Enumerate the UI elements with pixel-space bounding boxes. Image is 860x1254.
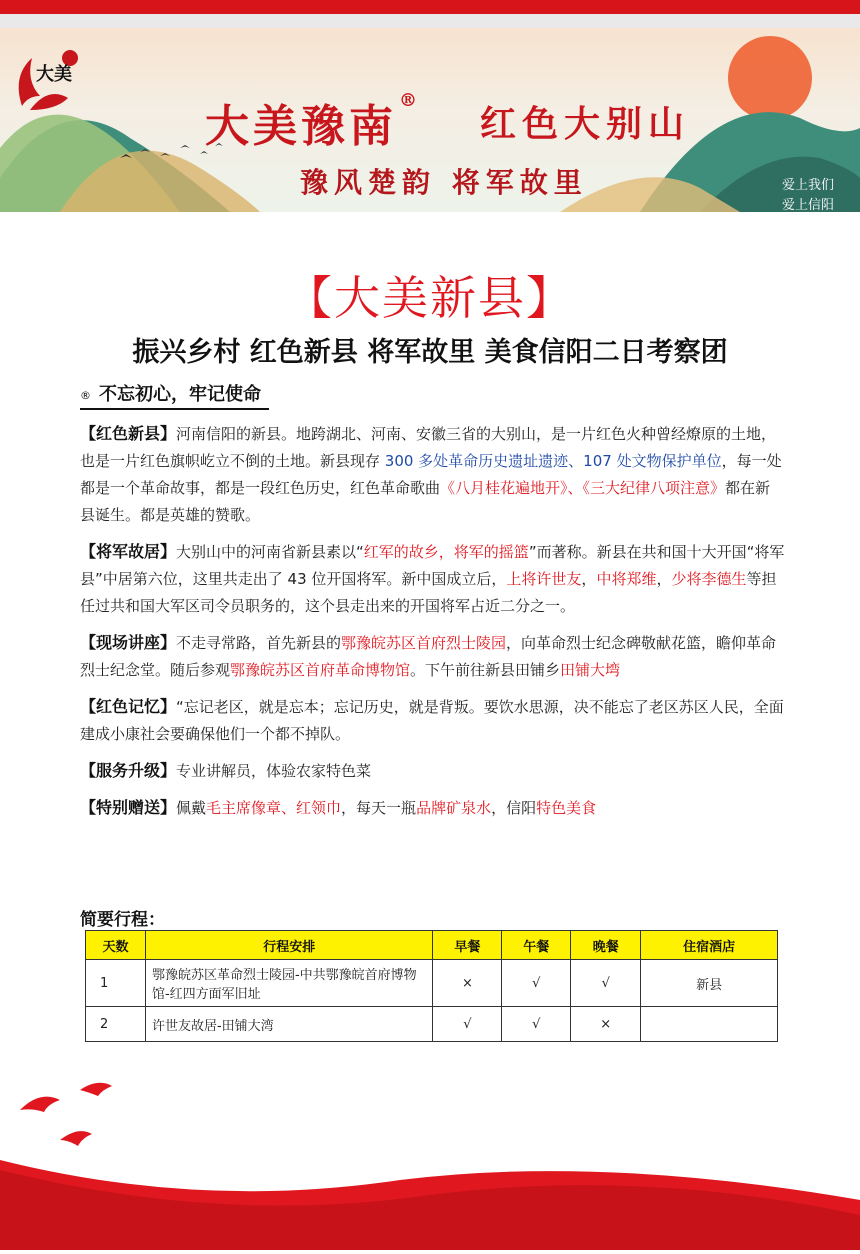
footer-decoration — [0, 1060, 860, 1250]
itinerary-title: 简要行程： — [80, 910, 165, 930]
highlight-text: 鄂豫皖苏区首府烈士陵园 — [341, 634, 507, 652]
dove-icon — [20, 1083, 112, 1146]
table-cell: √ — [502, 960, 571, 1007]
body-text: ，每天一瓶 — [341, 799, 417, 817]
highlight-text: 中将郑维 — [596, 570, 657, 588]
banner-title-2: 红色大别山 — [480, 103, 691, 145]
motto-heading: ® 不忘初心，牢记使命 — [80, 380, 269, 410]
section-tag: 【特别赠送】 — [80, 798, 177, 817]
body-text: 都在新县诞生。都是英雄的赞歌。 — [80, 479, 771, 524]
highlight-text: 毛主席像章、红领巾 — [206, 799, 342, 817]
header-banner — [0, 28, 860, 212]
highlight-text: 上将许世友 — [506, 570, 582, 588]
table-cell: √ — [571, 960, 641, 1007]
table-cell: √ — [433, 1007, 502, 1042]
table-header-cell: 天数 — [86, 931, 146, 960]
section-tag: 【红色新县】 — [80, 424, 177, 443]
body-text: ，信阳 — [491, 799, 537, 817]
sun-icon — [728, 36, 812, 120]
table-cell: 新县 — [641, 960, 778, 1007]
body-text: ， — [581, 570, 597, 588]
section-paragraph — [80, 693, 785, 748]
table-header-cell: 晚餐 — [571, 931, 641, 960]
body-text: “忘记老区，就是忘本；忘记历史，就是背叛。要饮水思源，决不能忘了老区苏区人民，全面建成小康社会要确保他们一个都不掉队。 — [80, 698, 784, 743]
page-title: 【大美新县】 — [286, 271, 574, 325]
table-cell: √ — [502, 1007, 571, 1042]
body-text: 。下午前往新县田铺乡 — [410, 661, 561, 679]
highlight-text: 鄂豫皖苏区首府革命博物馆 — [230, 661, 411, 679]
highlight-text: 300 多处革命历史遗址遗迹、107 处文物保护单位 — [384, 452, 722, 470]
highlight-text: 红军的故乡，将军的摇篮 — [363, 543, 529, 561]
body-text: ， — [656, 570, 672, 588]
section-tag: 【红色记忆】 — [80, 697, 177, 716]
table-cell — [641, 1007, 778, 1042]
highlight-text: 田铺大塆 — [560, 661, 621, 679]
body-text: 专业讲解员，体验农家特色菜 — [176, 762, 372, 780]
body-text: 等担任过共和国大军区司令员职务的，这个县走出来的开国将军占近二分之一。 — [80, 570, 777, 615]
table-cell: × — [571, 1007, 641, 1042]
section-tag: 【现场讲座】 — [80, 633, 177, 652]
banner-subtitle: 豫风楚韵 将军故里 — [300, 166, 588, 199]
highlight-text: 少将李德生 — [671, 570, 747, 588]
body-text: 佩戴 — [176, 799, 207, 817]
body-text: 河南信阳的新县。地跨湖北、河南、安徽三省的大别山，是一片红色火种曾经燎原的土地，也是一片红色旗帜屹立不倒的土地。新县现存 — [80, 425, 777, 470]
page-subtitle: 振兴乡村 红色新县 将军故里 美食信阳二日考察团 — [132, 337, 728, 368]
body-text: ，向革命烈士纪念碑敬献花篮，瞻仰革命烈士纪念堂。随后参观 — [80, 634, 777, 679]
highlight-text: 《八月桂花遍地开》、《三大纪律八项注意》 — [440, 479, 726, 497]
body-text: ”而著称。新县在共和国十大开国“将军县”中居第六位，这里共走出了 43 位开国将军。新中国成立后， — [80, 543, 785, 588]
body-text: 不走寻常路，首先新县的 — [176, 634, 342, 652]
section-paragraph — [80, 757, 785, 785]
table-header-cell: 行程安排 — [145, 931, 433, 960]
top-gray-strip — [0, 14, 860, 28]
section-tag: 【服务升级】 — [80, 761, 177, 780]
table-cell: 许世友故居-田铺大湾 — [145, 1007, 433, 1042]
table-row — [86, 960, 778, 1007]
highlight-text: 特色美食 — [536, 799, 597, 817]
section-paragraph — [80, 629, 785, 684]
table-header-row — [86, 931, 778, 960]
table-header-cell: 午餐 — [502, 931, 571, 960]
table-cell: 鄂豫皖苏区革命烈士陵园-中共鄂豫皖首府博物馆-红四方面军旧址 — [145, 960, 433, 1007]
logo — [8, 36, 82, 116]
section-paragraph — [80, 420, 785, 529]
description-sections — [80, 420, 785, 831]
banner-title: 大美豫南® — [205, 90, 421, 152]
section-paragraph — [80, 794, 785, 822]
top-red-strip — [0, 0, 860, 14]
svg-text:大美: 大美 — [36, 64, 72, 85]
section-paragraph — [80, 538, 785, 620]
body-text: ，每一处都是一个革命故事，都是一段红色历史，红色革命歌曲 — [80, 452, 782, 497]
banner-corner-text: 爱上我们 爱上信阳 — [781, 178, 834, 212]
itinerary-table — [85, 930, 778, 1042]
table-cell: 1 — [86, 960, 146, 1007]
section-tag: 【将军故居】 — [80, 542, 177, 561]
highlight-text: 品牌矿泉水 — [416, 799, 492, 817]
table-row — [86, 1007, 778, 1042]
table-cell: × — [433, 960, 502, 1007]
table-header-cell: 早餐 — [433, 931, 502, 960]
table-header-cell: 住宿酒店 — [641, 931, 778, 960]
table-cell: 2 — [86, 1007, 146, 1042]
body-text: 大别山中的河南省新县素以“ — [176, 543, 364, 561]
